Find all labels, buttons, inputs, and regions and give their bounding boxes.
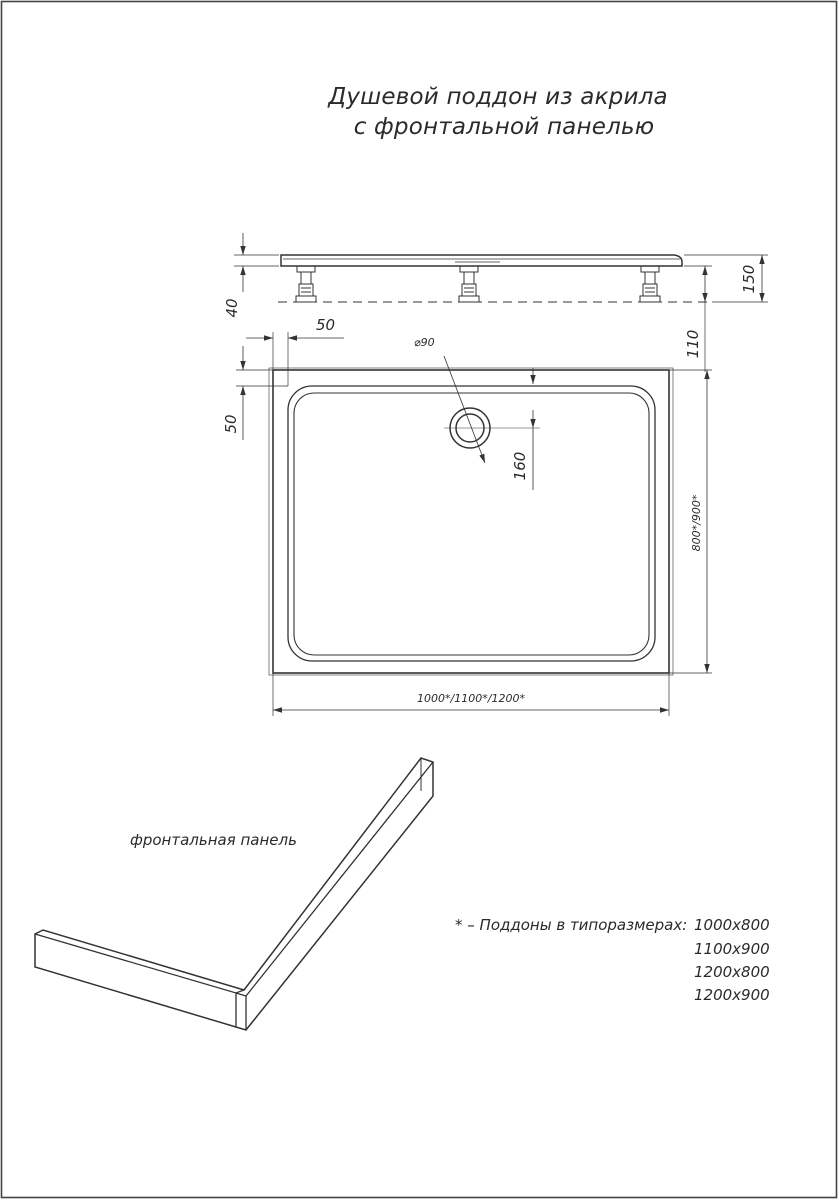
dim-offset-x: 50 <box>316 316 336 334</box>
top-view <box>222 316 712 716</box>
support-leg-right <box>640 266 660 302</box>
title-line-2: с фронтальной панелью <box>353 114 655 140</box>
support-leg-middle <box>459 266 479 302</box>
dim-leg-height: 110 <box>684 329 702 359</box>
note-prefix: * – Поддоны в типоразмерах: <box>455 916 688 934</box>
dim-offset-y: 50 <box>222 414 240 434</box>
note-size-2: 1100x900 <box>694 940 770 958</box>
size-note <box>455 916 770 1004</box>
note-size-1: 1000x800 <box>694 916 770 934</box>
support-leg-left <box>296 266 316 302</box>
basin-inner <box>294 393 649 655</box>
side-view <box>223 233 768 372</box>
page-frame <box>2 2 837 1198</box>
dim-drain-diameter: ⌀90 <box>414 336 435 349</box>
panel-label: фронтальная панель <box>130 831 297 849</box>
dim-depth: 800*/900* <box>690 494 703 552</box>
dim-side-height: 40 <box>223 298 241 318</box>
dim-total-height: 150 <box>740 264 758 294</box>
note-size-4: 1200x900 <box>694 986 770 1004</box>
drain <box>444 408 540 448</box>
title-line-1: Душевой поддон из акрила <box>328 84 668 110</box>
dim-drain-offset: 160 <box>511 451 529 481</box>
note-size-3: 1200x800 <box>694 963 770 981</box>
tray-outline <box>273 370 669 673</box>
front-panel-drawing <box>35 758 433 1030</box>
dim-width: 1000*/1100*/1200* <box>417 692 525 705</box>
